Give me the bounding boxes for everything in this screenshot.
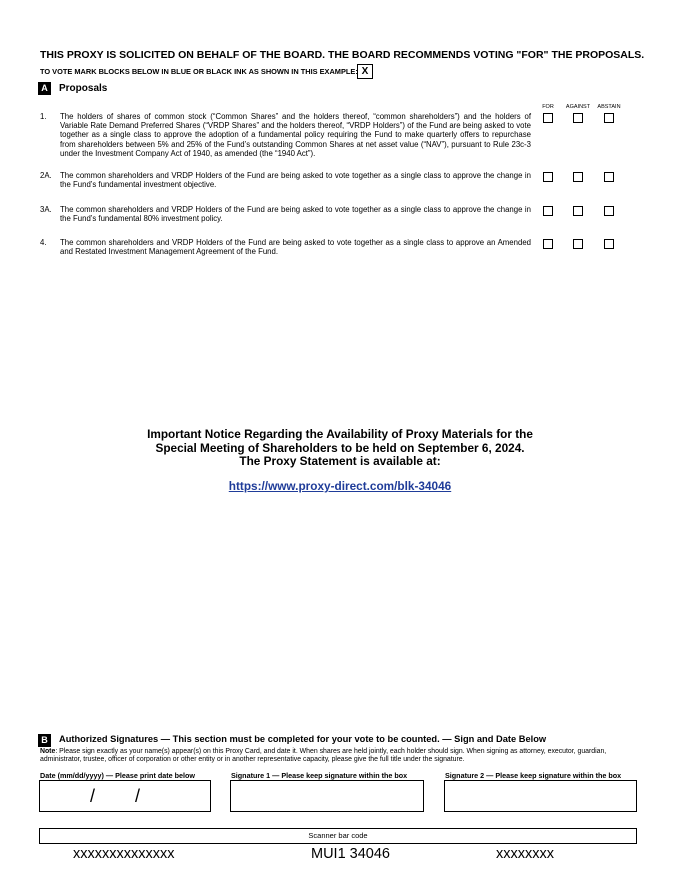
date-separator: / [90, 786, 96, 806]
date-separator: / [135, 786, 141, 806]
footer-right-code: xxxxxxxx [496, 846, 554, 862]
proxy-materials-notice [120, 428, 560, 469]
proposal-number: 1. [40, 112, 47, 121]
proposal-3a-for-checkbox[interactable] [543, 206, 553, 216]
proposal-4-against-checkbox[interactable] [573, 239, 583, 249]
proposal-3a-abstain-checkbox[interactable] [604, 206, 614, 216]
proposal-2a-abstain-checkbox[interactable] [604, 172, 614, 182]
column-header-abstain: ABSTAIN [597, 104, 621, 110]
note-text: : Please sign exactly as your name(s) appear(s) on this Proxy Card, and date it. When shares are held jointly, each holder should sign. When signing as attorney, executor, guardian, administrator, trustee, officer of corporation or other entity or in another representative capacity, please give the full title under the signature. [40, 748, 607, 764]
footer-left-code: xxxxxxxxxxxxxx [73, 846, 175, 862]
scanner-bar-code-box: Scanner bar code [39, 828, 637, 844]
proposal-1-against-checkbox[interactable] [573, 113, 583, 123]
notice-line-3: The Proxy Statement is available at: [239, 454, 441, 468]
proposal-1-for-checkbox[interactable] [543, 113, 553, 123]
proposal-4 [25, 238, 637, 260]
section-b-title: Authorized Signatures — This section must be completed for your vote to be counted. — Sign and Date Below [59, 734, 547, 744]
proposal-text: The common shareholders and VRDP Holders of the Fund are being asked to vote together as a single class to approve the change in the Fund’s fundamental 80% investment policy. [60, 205, 531, 224]
signature-1-label: Signature 1 — Please keep signature within the box [231, 771, 408, 780]
note-label: Note [40, 748, 56, 755]
signature-1-field[interactable] [230, 780, 424, 812]
proposal-2a-against-checkbox[interactable] [573, 172, 583, 182]
signature-2-label: Signature 2 — Please keep signature within the box [445, 771, 622, 780]
proposal-4-for-checkbox[interactable] [543, 239, 553, 249]
proposal-text: The holders of shares of common stock (“Common Shares” and the holders thereof, “common shareholders”) and the holders of Variable Rate Demand Preferred Shares (“VRDP Shares” and the holders thereof, “VRDP Holders”) of the Fund are being asked to vote together as a single class to approve the adoption of a fundamental policy requiring the Fund to make quarterly offers to repurchase from shareholders between 5% and 25% of the Fund’s outstanding Common Shares at net asset value (“NAV”), pursuant to Rule 23c-3 under the Investment Company Act of 1940, as amended (the “1940 Act”). [60, 112, 531, 158]
proposal-2a-for-checkbox[interactable] [543, 172, 553, 182]
column-header-for: FOR [542, 104, 554, 110]
proposal-3a-against-checkbox[interactable] [573, 206, 583, 216]
proposal-number: 4. [40, 238, 47, 247]
proposal-3a [25, 205, 637, 227]
section-a-badge: A [38, 82, 51, 95]
proposal-4-abstain-checkbox[interactable] [604, 239, 614, 249]
column-header-against: AGAINST [565, 104, 591, 110]
proposal-2a [25, 171, 637, 193]
date-label: Date (mm/dd/yyyy) — Please print date below [40, 771, 195, 780]
proxy-statement-link[interactable]: https://www.proxy-direct.com/blk-34046 [228, 479, 452, 493]
example-mark-box: X [357, 64, 373, 79]
section-b-badge: B [38, 734, 51, 747]
footer-center-code: MUI1 34046 [311, 846, 390, 862]
section-a-title: Proposals [59, 83, 108, 94]
solicitation-heading: THIS PROXY IS SOLICITED ON BEHALF OF THE BOARD. THE BOARD RECOMMENDS VOTING "FOR" THE PROPOSALS. [40, 49, 645, 61]
notice-line-1: Important Notice Regarding the Availability of Proxy Materials for the [147, 427, 533, 441]
voting-instruction: TO VOTE MARK BLOCKS BELOW IN BLUE OR BLACK INK AS SHOWN IN THIS EXAMPLE: [40, 67, 358, 76]
notice-line-2: Special Meeting of Shareholders to be held on September 6, 2024. [155, 440, 525, 455]
proposal-text: The common shareholders and VRDP Holders of the Fund are being asked to vote together as a single class to approve the change in the Fund’s fundamental investment objective. [60, 171, 531, 190]
date-field[interactable] [39, 780, 211, 812]
proposal-number: 3A. [40, 205, 52, 214]
proposal-number: 2A. [40, 171, 52, 180]
proposal-1 [25, 112, 637, 164]
proposal-text: The common shareholders and VRDP Holders of the Fund are being asked to vote together as a single class to approve an Amended and Restated Investment Management Agreement of the Fund. [60, 238, 531, 257]
signature-note [40, 748, 640, 764]
signature-2-field[interactable] [444, 780, 637, 812]
proposal-1-abstain-checkbox[interactable] [604, 113, 614, 123]
